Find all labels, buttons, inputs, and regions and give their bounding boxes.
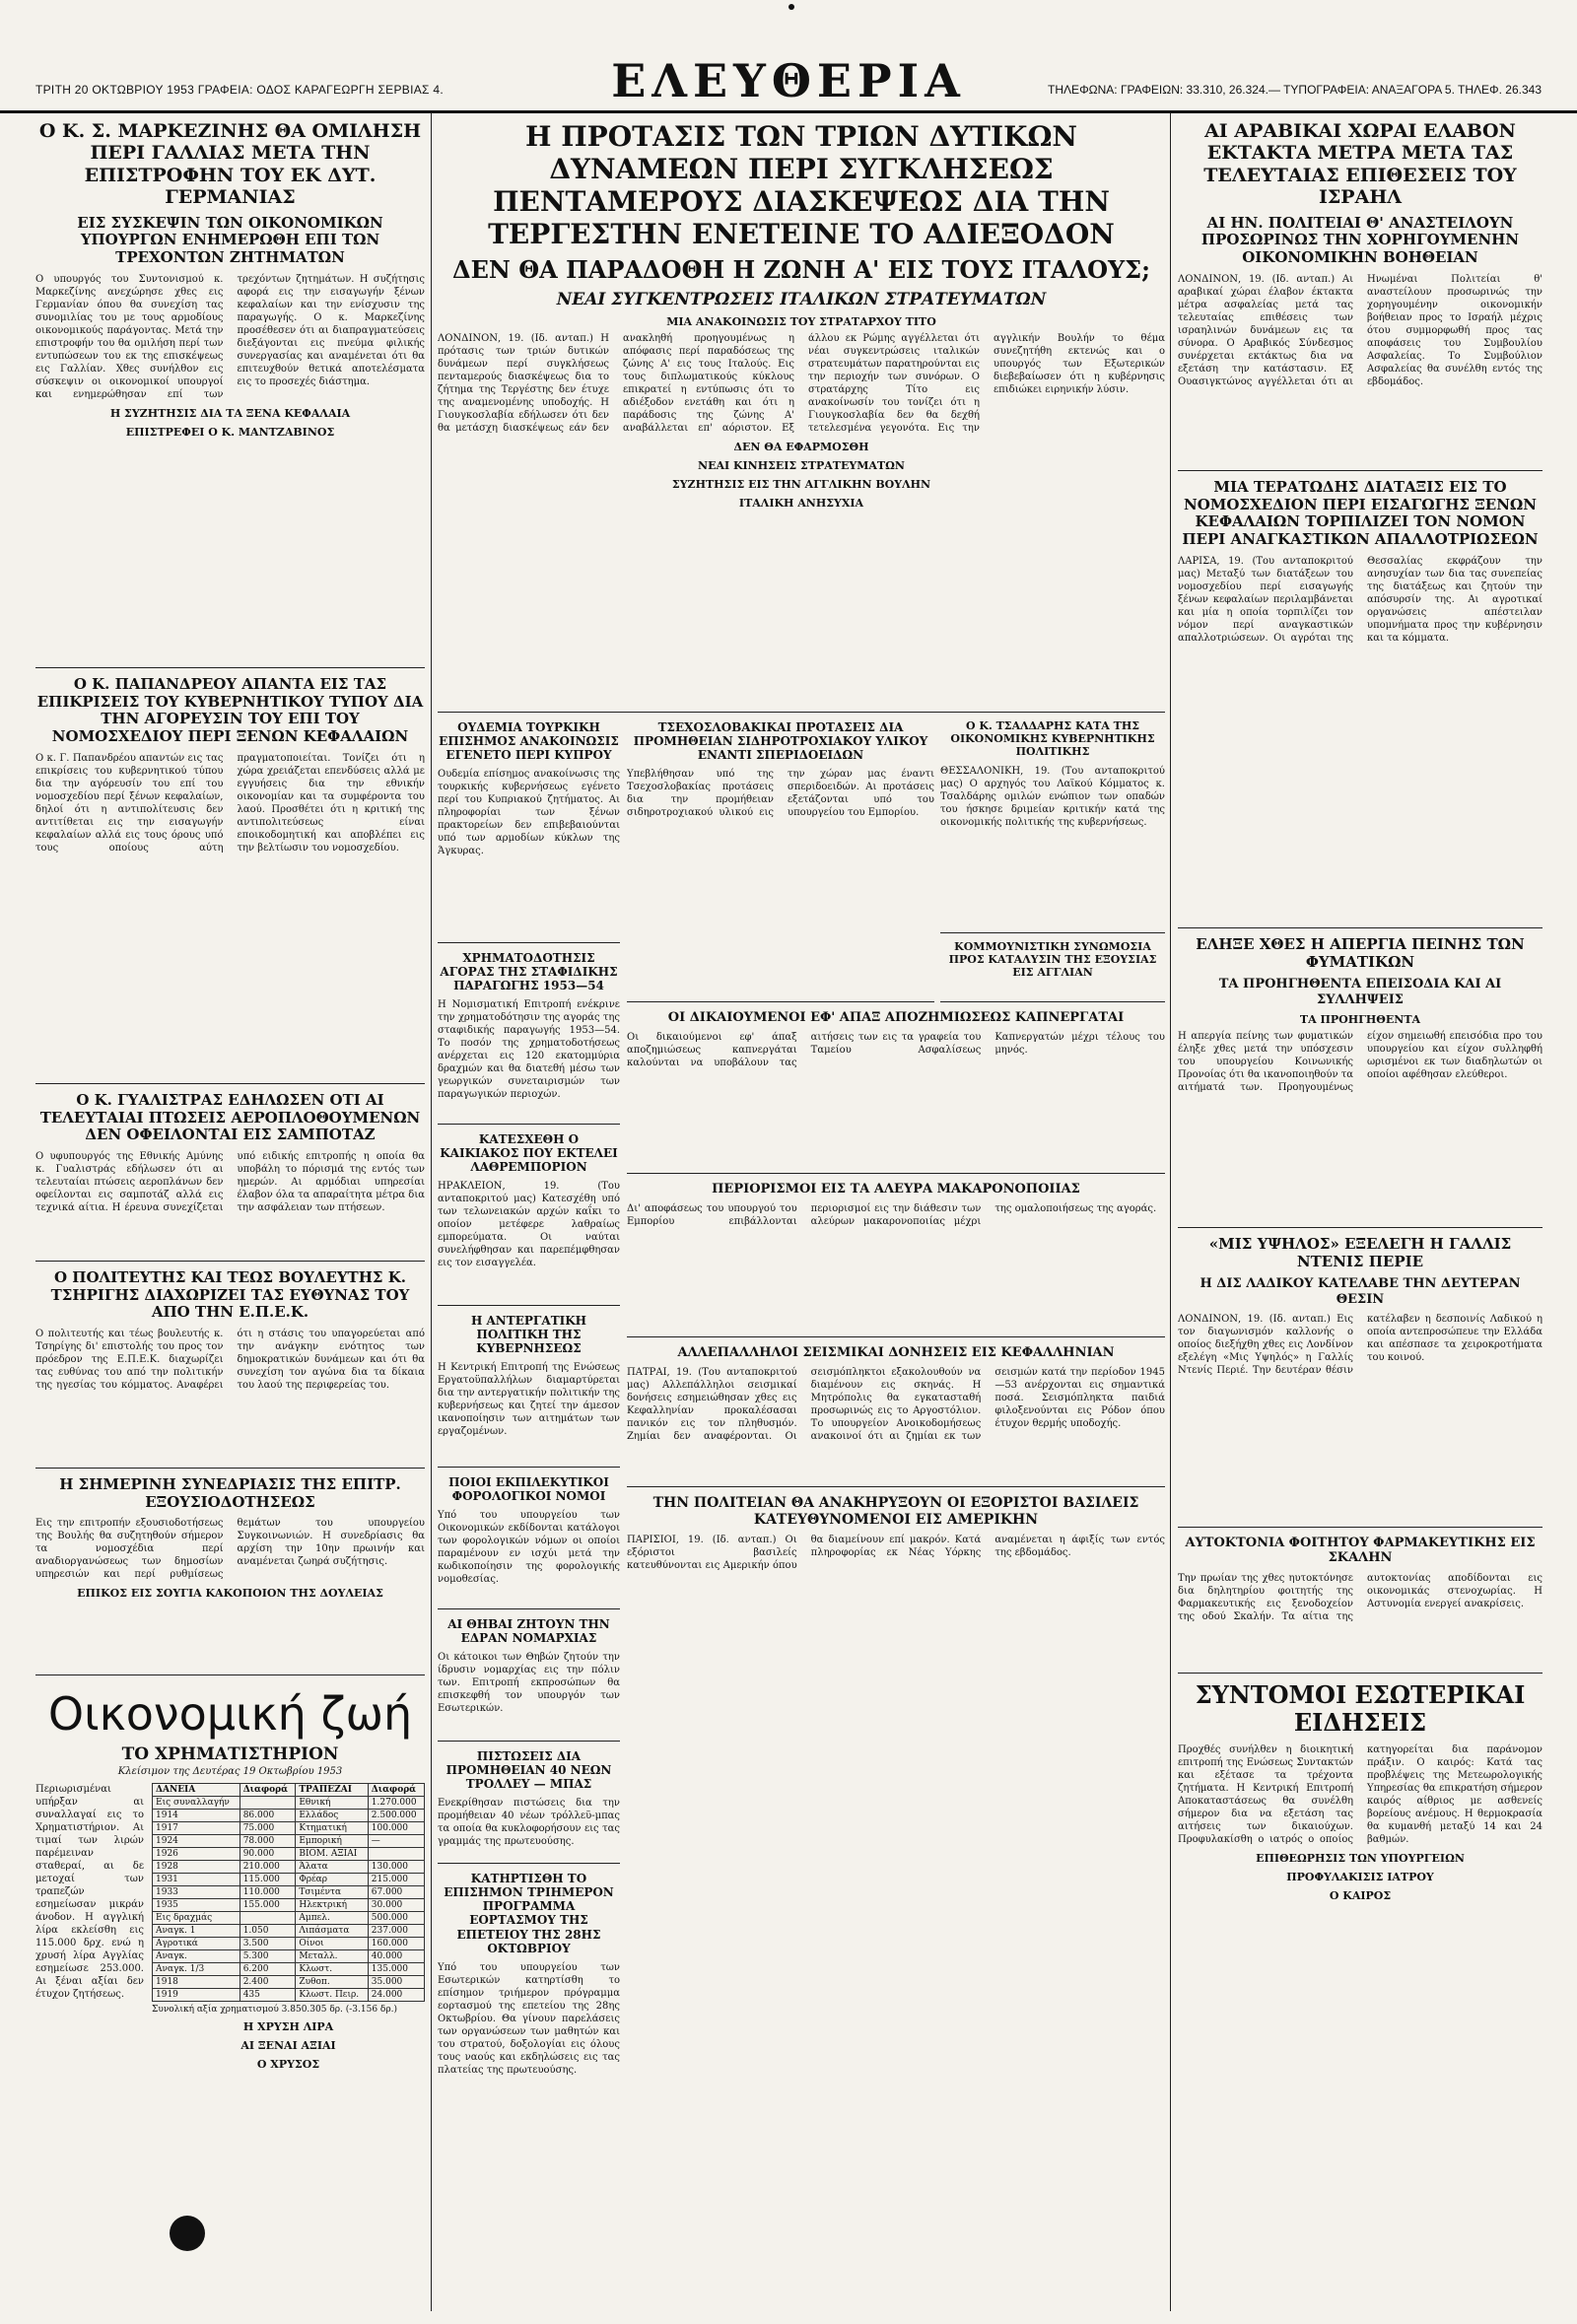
table-row — [153, 1797, 425, 1810]
table-cell: Άλατα — [296, 1861, 368, 1874]
table-cell: — — [368, 1835, 424, 1848]
headline: ΤΣΕΧΟΣΛΟΒΑΚΙΚΑΙ ΠΡΟΤΑΣΕΙΣ ΔΙΑ ΠΡΟΜΗΘΕΙΑΝ ΣΙΔΗΡΟΤΡΟΧΙΑΚΟΥ ΥΛΙΚΟΥ ΕΝΑΝΤΙ ΣΠΕΡΙΔΟΕΙΔΩΝ — [633, 720, 928, 763]
table-cell: 1919 — [153, 1989, 240, 2002]
table-cell: 24.000 — [368, 1989, 424, 2002]
table-cell: 1924 — [153, 1835, 240, 1848]
table-cell: Φρέαρ — [296, 1874, 368, 1886]
table-row — [153, 1989, 425, 2002]
headline: ΑΙ ΘΗΒΑΙ ΖΗΤΟΥΝ ΤΗΝ ΕΔΡΑΝ ΝΟΜΑΡΧΙΑΣ — [447, 1617, 610, 1646]
headline: ΣΥΝΤΟΜΟΙ ΕΣΩΤΕΡΙΚΑΙ ΕΙΔΗΣΕΙΣ — [1195, 1680, 1526, 1738]
article-tb-strike — [1178, 932, 1543, 1228]
article-usa-atomic — [438, 717, 620, 943]
kicker: ΕΠΙΣΤΡΕΦΕΙ Ο Κ. ΜΑΝΤΖΑΒΙΝΟΣ — [125, 425, 335, 439]
headline: ΠΟΙΟΙ ΕΚΠΙΛΕΚΥΤΙΚΟΙ ΦΟΡΟΛΟΓΙΚΟΙ ΝΟΜΟΙ — [448, 1475, 609, 1504]
article-body: ΠΑΤΡΑΙ, 19. (Του ανταποκριτού μας) Αλλεπάλληλοι σεισμικαί δονήσεις εσημειώθησαν χθες εις Κεφαλληνίαν προκαλέσασαι πανικόν εις τον πληθυσμόν. Ζημίαι δεν αναφέρονται. Οι σεισμόπληκτοι εξακολουθούν να διαμένουν εις σκηνάς. Η Μητρόπολις θα εγκατασταθή προσωρινώς εις το Αργοστόλιον. Το υπουργείον Ανοικοδομήσεως ανακοινοί ότι αι ζημίαι εκ των σεισμών κατά την περίοδον 1945—53 ανέρχονται εις σημαντικά ποσά. Σεισμόπληκτα παιδιά φιλοξενούνται εις Ρόδον όπου έτυχον θερμής υποδοχής. — [627, 1367, 1165, 1443]
article-arab — [1178, 116, 1543, 471]
subheadline: ΑΙ ΗΝ. ΠΟΛΙΤΕΙΑΙ Θ' ΑΝΑΣΤΕΙΛΟΥΝ ΠΡΟΣΩΡΙΝΩΣ ΤΗΝ ΧΟΡΗΓΟΥΜΕΝΗΝ ΟΙΚΟΝΟΜΙΚΗΝ ΒΟΗΘΕΙΑΝ — [1200, 213, 1520, 266]
article-body: Δι' αποφάσεως του υπουργού του Εμπορίου επιβάλλονται περιορισμοί εις την διάθεσιν των αλεύρων μακαρονοποιίας μέχρι της ομαλοποιήσεως της αγοράς. — [627, 1203, 1157, 1228]
kicker: ΑΙ ΞΕΝΑΙ ΑΞΙΑΙ — [240, 2039, 336, 2052]
table-cell: 1935 — [153, 1899, 240, 1912]
table-cell: 1914 — [153, 1810, 240, 1822]
kicker: ΤΑ ΠΡΟΗΓΗΘΕΝΤΑ — [1299, 1013, 1421, 1027]
col-header: Διαφορά — [240, 1784, 296, 1797]
table-cell: 6.200 — [240, 1963, 296, 1976]
article-body: ΛΟΝΔΙΝΟΝ, 19. (Ιδ. ανταπ.) Η πρότασις των τριών δυτικών δυνάμεων περί συγκλήσεως πενταμερούς διασκέψεως δια το ζήτημα της Τεργέστης δεν έτυχε της αναμενομένης υποδοχής. Η Γιουγκοσλαβία εδήλωσεν ότι δεν θα μετάσχη διασκέψεως εάν δεν ανακληθή προηγουμένως η απόφασις περί παραδόσεως της ζώνης Α' εις τους Ιταλούς. Εις τους διπλωματικούς κύκλους επικρατεί η εντύπωσις ότι το αδιέξοδον ενετάθη και ότι η παράδοσις της ζώνης Α' αναβάλλεται επ' αόριστον. Εξ άλλου εκ Ρώμης αγγέλλεται ότι νέαι συγκεντρώσεις ιταλικών στρατευμάτων παρατηρούνται εις την περιοχήν των συνόρων. Ο στρατάρχης Τίτο εις ανακοίνωσίν του τονίζει ότι η Γιουγκοσλαβία δεν θα δεχθή τετελεσμένα γεγονότα. Εις την αγγλικήν Βουλήν το θέμα συνεζητήθη εκτενώς και ο υπουργός των Εξωτερικών διεβεβαίωσεν ότι η κυβέρνησις επιδιώκει ειρηνικήν λύσιν. — [438, 333, 1165, 435]
market-total: Συνολική αξία χρηματισμού 3.850.305 δρ. (-3.156 δρ.) — [152, 2005, 398, 2015]
table-cell: Εις δραχμάς — [153, 1912, 240, 1925]
headline: ΚΑΤΕΣΧΕΘΗ Ο ΚΑΙΚΙΑΚΟΣ ΠΟΥ ΕΚΤΕΛΕΙ ΛΑΘΡΕΜΠΟΡΙΟΝ — [440, 1132, 618, 1175]
headline: ΟΥΔΕΜΙΑ ΤΟΥΡΚΙΚΗ ΕΠΙΣΗΜΟΣ ΑΝΑΚΟΙΝΩΣΙΣ ΕΓΕΝΕΤΟ ΠΕΡΙ ΚΥΠΡΟΥ — [439, 720, 619, 763]
article-student — [1178, 1532, 1543, 1674]
kicker: ΔΕΝ ΘΑ ΕΦΑΡΜΟΣΘΗ — [733, 441, 869, 454]
table-cell: 35.000 — [368, 1976, 424, 1989]
headline: Η ΠΡΟΤΑΣΙΣ ΤΩΝ ΤΡΙΩΝ ΔΥΤΙΚΩΝ ΔΥΝΑΜΕΩΝ ΠΕΡΙ ΣΥΓΚΛΗΣΕΩΣ ΠΕΝΤΑΜΕΡΟΥΣ ΔΙΑΣΚΕΨΕΩΣ ΔΙΑ ΤΗΝ ΤΕΡΓΕΣΤΗΝ ΕΝΕΤΕΙΝΕ ΤΟ ΑΔΙΕΞΟΔΟΝ — [488, 120, 1115, 251]
table-cell: 115.000 — [240, 1874, 296, 1886]
table-row — [153, 1963, 425, 1976]
headline: ΤΗΝ ΠΟΛΙΤΕΙΑΝ ΘΑ ΑΝΑΚΗΡΥΞΟΥΝ ΟΙ ΕΞΟΡΙΣΤΟΙ ΒΑΣΙΛΕΙΣ ΚΑΤΕΥΘΥΝΟΜΕΝΟΙ ΕΙΣ ΑΜΕΡΙΚΗΝ — [652, 1495, 1139, 1528]
kicker: ΠΡΟΦΥΛΑΚΙΣΙΣ ΙΑΤΡΟΥ — [1286, 1870, 1434, 1883]
table-row — [153, 1899, 425, 1912]
table-cell: 90.000 — [240, 1848, 296, 1861]
kicker: ΜΙΑ ΑΝΑΚΟΙΝΩΣΙΣ ΤΟΥ ΣΤΡΑΤΑΡΧΟΥ ΤΙΤΟ — [666, 315, 936, 329]
article-foreign-capital — [1178, 475, 1543, 928]
article-body: Ο πολιτευτής και τέως βουλευτής κ. Τσηρίγης δι' επιστολής του προς τον πρόεδρον της Ε.Π.Ε.Κ. διαχωρίζει τας ευθύνας του από την πολιτικήν της ηγεσίας του κόμματος. Αναφέρει ότι η στάσις του υπαγορεύεται από την ανάγκην ενότητος των δημοκρατικών δυνάμεων και ότι θα συνεχίση τον αγώνα δια τα δίκαια του λαού της περιφερείας του. — [35, 1329, 425, 1392]
table-cell: 435 — [240, 1989, 296, 2002]
table-row — [153, 1950, 425, 1963]
article-body: Η απεργία πείνης των φυματικών έληξε χθες μετά την υπόσχεσιν του υπουργείου Κοινωνικής Προνοίας ότι θα ικανοποιηθούν τα αιτήματά των. Προηγουμένως είχον σημειωθή επεισόδια προ του υπουργείου και είχον συλληφθή ωρισμένοι εκ των διαδηλωτών οι οποίοι αφέθησαν ελεύθεροι. — [1178, 1031, 1543, 1094]
article-body: Ουδεμία επίσημος ανακοίνωσις της τουρκικής κυβερνήσεως εγένετο περί του Κυπριακού ζητήματος. Αι πληροφορίαι των ξένων πρακτορείων δεν επιβεβαιούνται υπό των αρμοδίων κύκλων της Άγκυρας. — [438, 769, 620, 857]
table-row — [153, 1835, 425, 1848]
subheadline: Η ΔΙΣ ΛΑΔΙΚΟΥ ΚΑΤΕΛΑΒΕ ΤΗΝ ΔΕΥΤΕΡΑΝ ΘΕΣΙΝ — [1200, 1276, 1521, 1307]
article-markezinis — [35, 116, 425, 668]
table-row — [153, 1925, 425, 1938]
table-cell: 500.000 — [368, 1912, 424, 1925]
headline: Η ΑΝΤΕΡΓΑΤΙΚΗ ΠΟΛΙΤΙΚΗ ΤΗΣ ΚΥΒΕΡΝΗΣΕΩΣ — [470, 1314, 587, 1356]
table-cell: Λιπάσματα — [296, 1925, 368, 1938]
kicker: ΕΠΙΘΕΩΡΗΣΙΣ ΤΩΝ ΥΠΟΥΡΓΕΙΩΝ — [1256, 1851, 1465, 1865]
newspaper-title: ΕΛΕΥΘΕΡΙΑ — [611, 54, 966, 107]
table-cell: 40.000 — [368, 1950, 424, 1963]
table-cell: 30.000 — [368, 1899, 424, 1912]
table-cell: Αμπελ. — [296, 1912, 368, 1925]
market-table — [152, 1783, 425, 2002]
headline: «ΜΙΣ ΥΨΗΛΟΣ» ΕΞΕΛΕΓΗ Η ΓΑΛΛΙΣ ΝΤΕΝΙΣ ΠΕΡΙΕ — [1208, 1235, 1512, 1270]
article-body: Εις την επιτροπήν εξουσιοδοτήσεως της Βουλής θα συζητηθούν σήμερον τα νομοσχέδια περί αναδιοργανώσεως των δημοσίων υπηρεσιών και περί ρυθμίσεως θεμάτων του υπουργείου Συγκοινωνιών. Η συνεδρίασις θα αρχίση την 10ην πρωινήν και αναμένεται ζωηρά συζήτησις. — [35, 1518, 425, 1581]
table-cell: Κλωστ. — [296, 1963, 368, 1976]
headline: ΚΟΜΜΟΥΝΙΣΤΙΚΗ ΣΥΝΩΜΟΣΙΑ ΠΡΟΣ ΚΑΤΑΛΥΣΙΝ ΤΗΣ ΕΞΟΥΣΙΑΣ ΕΙΣ ΑΓΓΛΙΑΝ — [948, 940, 1157, 979]
article-papandreou — [35, 672, 425, 1084]
table-cell: Κτηματική — [296, 1822, 368, 1835]
table-cell: 155.000 — [240, 1899, 296, 1912]
table-cell: 1.270.000 — [368, 1797, 424, 1810]
article-body: Υπεβλήθησαν υπό της Τσεχοσλοβακίας προτάσεις δια την προμήθειαν σιδηροτροχιακού υλικού εις την χώραν μας έναντι σπεριδοειδών. Αι προτάσεις εξετάζονται υπό του υπουργείου του Εμπορίου. — [627, 769, 934, 819]
article-thebes — [438, 1745, 620, 1864]
article-body: ΛΑΡΙΣΑ, 19. (Του ανταποκριτού μας) Μεταξύ των διατάξεων του νομοσχεδίου περί εισαγωγής ξένων κεφαλαίων περιλαμβάνεται και μία η οποία τορπιλίζει τον νόμον περί αναγκαστικών απαλλοτριώσεων. Οι αγρόται της Θεσσαλίας εκφράζουν την ανησυχίαν των δια τας συνεπείας της διατάξεως και ζητούν την απόσυρσίν της. Αι αγροτικαί οργανώσεις απέστειλαν υπομνήματα προς την κυβέρνησιν και τα κόμματα. — [1178, 555, 1543, 644]
table-cell: Μεταλλ. — [296, 1950, 368, 1963]
kicker: ΙΤΑΛΙΚΗ ΑΝΗΣΥΧΙΑ — [738, 497, 864, 511]
subheadline: ΤΑ ΠΡΟΗΓΗΘΕΝΤΑ ΕΠΕΙΣΟΔΙΑ ΚΑΙ ΑΙ ΣΥΛΛΗΨΕΙΣ — [1218, 977, 1502, 1007]
table-cell: 160.000 — [368, 1938, 424, 1950]
table-cell: 237.000 — [368, 1925, 424, 1938]
table-cell: 1928 — [153, 1861, 240, 1874]
table-cell — [240, 1912, 296, 1925]
table-cell: Κλωστ. Πειρ. — [296, 1989, 368, 2002]
table-row — [153, 1886, 425, 1899]
article-trieste — [438, 116, 1165, 713]
table-cell — [240, 1797, 296, 1810]
table-cell: 86.000 — [240, 1810, 296, 1822]
article-body: Υπό του υπουργείου των Οικονομικών εκδίδονται κατάλογοι των φορολογικών νόμων οι οποίοι παραμένουν εν ισχύι μετά την κωδικοποίησιν της φορολογικής νομοθεσίας. — [438, 1510, 620, 1586]
market-date: Κλείσιμον της Δευτέρας 19 Οκτωβρίου 1953 — [117, 1766, 343, 1777]
article-body: Ο υφυπουργός της Εθνικής Αμύνης κ. Γυαλιστράς εδήλωσεν ότι αι τελευταίαι πτώσεις αεροπλάνων δεν οφείλονται εις σαμποτάζ αλλά εις τεχνικά αίτια. Η έρευνα συνεχίζεται υπό ειδικής επιτροπής η οποία θα υποβάλη το πόρισμά της εντός των ημερών. Αι αρμόδιαι υπηρεσίαι έλαβον όλα τα απαραίτητα μέτρα δια την ασφάλειαν των πτήσεων. — [35, 1151, 425, 1214]
table-cell: 130.000 — [368, 1861, 424, 1874]
table-cell: Οίνοι — [296, 1938, 368, 1950]
table-cell: ΒΙΟΜ. ΑΞΙΑΙ — [296, 1848, 368, 1861]
table-cell: Εμπορική — [296, 1835, 368, 1848]
kicker: Η ΧΡΥΣΗ ΛΙΡΑ — [242, 2020, 334, 2033]
article-body: Την πρωίαν της χθες ηυτοκτόνησε δια δηλητηρίου φοιτητής της Φαρμακευτικής εις ξενοδοχείον της οδού Σκαλήν. Τα αίτια της αυτοκτονίας αποδίδονται εις οικονομικάς στενοχωρίας. Η Αστυνομία ενεργεί ανακρίσεις. — [1178, 1572, 1543, 1622]
headline: ΕΛΗΞΕ ΧΘΕΣ Η ΑΠΕΡΓΙΑ ΠΕΙΝΗΣ ΤΩΝ ΦΥΜΑΤΙΚΩΝ — [1196, 935, 1525, 971]
headline: ΑΙ ΑΡΑΒΙΚΑΙ ΧΩΡΑΙ ΕΛΑΒΟΝ ΕΚΤΑΚΤΑ ΜΕΤΡΑ ΜΕΤΑ ΤΑΣ ΤΕΛΕΥΤΑΙΑΣ ΕΠΙΘΕΣΕΙΣ ΤΟΥ ΙΣΡΑΗΛ — [1203, 120, 1517, 209]
table-cell: 1.050 — [240, 1925, 296, 1938]
table-cell: 215.000 — [368, 1874, 424, 1886]
phone-line: ΤΗΛΕΦΩΝΑ: ΓΡΑΦΕΙΩΝ: 33.310, 26.324.— ΤΥΠΟΓΡΑΦΕΙΑ: ΑΝΑΞΑΓΟΡΑ 5. ΤΗΛΕΦ. 26.343 — [1048, 83, 1542, 97]
subheadline: ΔΕΝ ΘΑ ΠΑΡΑΔΟΘΗ Η ΖΩΝΗ Α' ΕΙΣ ΤΟΥΣ ΙΤΑΛΟΥΣ; — [452, 255, 1150, 285]
table-cell: 67.000 — [368, 1886, 424, 1899]
table-cell: Ζυθοπ. — [296, 1976, 368, 1989]
article-body: ΗΡΑΚΛΕΙΟΝ, 19. (Του ανταποκριτού μας) Κατεσχέθη υπό των τελωνειακών αρχών καΐκι το οποίον μετέφερε λαθραίως εμπορεύματα. Οι ναύται συνελήφθησαν και παρεπέμφθησαν εις τον εισαγγελέα. — [438, 1181, 620, 1269]
article-pasta-flour — [627, 1341, 1165, 1487]
table-cell: 5.300 — [240, 1950, 296, 1963]
table-cell: 1918 — [153, 1976, 240, 1989]
table-cell: Αναγκ. — [153, 1950, 240, 1963]
table-cell: Ηλεκτρική — [296, 1899, 368, 1912]
table-cell: Τσιμέντα — [296, 1886, 368, 1899]
col-header: Διαφορά — [368, 1784, 424, 1797]
article-tsirigis — [35, 1265, 425, 1469]
kicker: Η ΣΥΖΗΤΗΣΙΣ ΔΙΑ ΤΑ ΞΕΝΑ ΚΕΦΑΛΑΙΑ — [109, 406, 351, 420]
kicker: ΕΠΙΚΟΣ ΕΙΣ ΣΟΥΓΙΑ ΚΑΚΟΠΟΙΟΝ ΤΗΣ ΔΟΥΛΕΙΑΣ — [77, 1587, 383, 1601]
article-miss — [1178, 1232, 1543, 1528]
article-body: Οι δικαιούμενοι εφ' άπαξ αποζημιώσεως καπνεργάται καλούνται να υποβάλουν τας αιτήσεις των εις τα γραφεία του Ταμείου Ασφαλίσεως Καπνεργατών μέχρι τέλους του μηνός. — [627, 1032, 1165, 1069]
article-body: Η Νομισματική Επιτροπή ενέκρινε την χρηματοδότησιν της αγοράς της σταφιδικής παραγωγής 1953—54. Το ποσόν της χρηματοδοτήσεως ανέρχεται εις 120 εκατομμύρια δραχμών και θα διατεθή μέσω των γεωργικών συνεταιρισμών των παραγωγικών περιοχών. — [438, 999, 620, 1101]
table-cell — [368, 1848, 424, 1861]
headline: ΠΙΣΤΩΣΕΙΣ ΔΙΑ ΠΡΟΜΗΘΕΙΑΝ 40 ΝΕΩΝ ΤΡΟΛΛΕΥ — ΜΠΑΣ — [446, 1749, 612, 1792]
table-row — [153, 1822, 425, 1835]
headline: ΧΡΗΜΑΤΟΔΟΤΗΣΙΣ ΑΓΟΡΑΣ ΤΗΣ ΣΤΑΦΙΔΙΚΗΣ ΠΑΡΑΓΩΓΗΣ 1953—54 — [440, 951, 618, 993]
headline: ΑΛΛΕΠΑΛΛΗΛΟΙ ΣΕΙΣΜΙΚΑΙ ΔΟΝΗΣΕΙΣ ΕΙΣ ΚΕΦΑΛΛΗΝΙΑΝ — [677, 1345, 1115, 1360]
article-body: Υπό του υπουργείου των Εσωτερικών κατηρτίσθη το επίσημον τριήμερον πρόγραμμα εορτασμού της επετείου της 28ης Οκτωβρίου. Θα γίνουν παρελάσεις των οργανώσεων των μαθητών και του στρατού, δοξολογίαι εις όλους τους ναούς και εκδηλώσεις εις τας πλατείας της πρωτευούσης. — [438, 1961, 620, 2076]
headline: Η ΣΗΜΕΡΙΝΗ ΣΥΝΕΔΡΙΑΣΙΣ ΤΗΣ ΕΠΙΤΡ. ΕΞΟΥΣΙΟΔΟΤΗΣΕΩΣ — [59, 1475, 401, 1511]
article-tobacco-workers — [627, 1178, 1165, 1337]
table-row — [153, 1976, 425, 1989]
table-cell: 1917 — [153, 1822, 240, 1835]
ink-dot — [788, 4, 794, 10]
masthead — [0, 0, 1577, 113]
column-rule — [1170, 113, 1171, 2311]
article-body: Ενεκρίθησαν πιστώσεις δια την προμήθειαν 40 νέων τρόλλεϋ-μπας τα οποία θα κυκλοφορήσουν εις τας γραμμάς της πρωτευούσης. — [438, 1798, 620, 1848]
article-short-news — [1178, 1677, 1543, 2310]
article-synedriasis — [35, 1472, 425, 1675]
headline: ΚΑΤΗΡΤΙΣΘΗ ΤΟ ΕΠΙΣΗΜΟΝ ΤΡΙΗΜΕΡΟΝ ΠΡΟΓΡΑΜΜΑ ΕΟΡΤΑΣΜΟΥ ΤΗΣ ΕΠΕΤΕΙΟΥ ΤΗΣ 28ΗΣ ΟΚΤΩΒΡΙΟΥ — [444, 1872, 614, 1955]
table-cell: Εθνική — [296, 1797, 368, 1810]
article-body: Η Κεντρική Επιτροπή της Ενώσεως Εργατοϋπαλλήλων διαμαρτύρεται δια την αντεργατικήν πολιτικήν της κυβερνήσεως και ζητεί την άμεσον ικανοποίησιν των αιτημάτων των εργαζομένων. — [438, 1362, 620, 1438]
article-trolley — [438, 1868, 620, 2310]
table-cell: 110.000 — [240, 1886, 296, 1899]
table-cell: 1931 — [153, 1874, 240, 1886]
headline: Ο Κ. ΠΑΠΑΝΔΡΕΟΥ ΑΠΑΝΤΑ ΕΙΣ ΤΑΣ ΕΠΙΚΡΙΣΕΙΣ ΤΟΥ ΚΥΒΕΡΝΗΤΙΚΟΥ ΤΥΠΟΥ ΔΙΑ ΤΗΝ ΑΓΟΡΕΥΣΙΝ ΤΟΥ ΕΠΙ ΤΟΥ ΝΟΜΟΣΧΕΔΙΟΥ ΠΕΡΙ ΞΕΝΩΝ ΚΕΦΑΛΑΙΩΝ — [36, 675, 424, 746]
article-cyprus — [438, 947, 620, 1125]
article-body: Οι κάτοικοι των Θηβών ζητούν την ίδρυσιν νομαρχίας εις την πόλιν των. Επιτροπή εκπροσώπων θα επισκεφθή τον υπουργόν των Εσωτερικών. — [438, 1652, 620, 1715]
economy-title: Οικονομική ζωή — [47, 1687, 413, 1741]
table-row — [153, 1861, 425, 1874]
table-cell: Αναγκ. 1 — [153, 1925, 240, 1938]
table-cell: Αναγκ. 1/3 — [153, 1963, 240, 1976]
table-cell: 78.000 — [240, 1835, 296, 1848]
article-parade — [627, 717, 934, 1002]
table-row — [153, 1912, 425, 1925]
table-row — [153, 1874, 425, 1886]
headline: ΟΙ ΔΙΚΑΙΟΥΜΕΝΟΙ ΕΦ' ΑΠΑΞ ΑΠΟΖΗΜΙΩΣΕΩΣ ΚΑΠΝΕΡΓΑΤΑΙ — [667, 1010, 1125, 1025]
headline: Ο Κ. Σ. ΜΑΡΚΕΖΙΝΗΣ ΘΑ ΟΜΙΛΗΣΗ ΠΕΡΙ ΓΑΛΛΙΑΣ ΜΕΤΑ ΤΗΝ ΕΠΙΣΤΡΟΦΗΝ ΤΟΥ ΕΚ ΔΥΤ. ΓΕΡΜΑΝΙΑΣ — [38, 120, 422, 209]
article-antergatiki — [438, 1471, 620, 1609]
date-line: ΤΡΙΤΗ 20 ΟΚΤΩΒΡΙΟΥ 1953 ΓΡΑΦΕΙΑ: ΟΔΟΣ ΚΑΡΑΓΕΩΡΓΗ ΣΕΡΒΙΑΣ 4. — [35, 83, 444, 97]
table-cell: 1933 — [153, 1886, 240, 1899]
article-body: Ο υπουργός του Συντονισμού κ. Μαρκεζίνης ανεχώρησε χθες εις Γερμανίαν όπου θα συνεχίση τας συνομιλίας του με τους αρμοδίους οικονομικούς παράγοντας. Μετά την επιστροφήν του θα ομιλήση περί των εντυπώσεων του εκ της επισκέψεως εις Γαλλίαν. Χθες συνήλθον εις σύσκεψιν οι οικονομικοί υπουργοί και ενημερώθησαν επί των τρεχόντων ζητημάτων. Η συζήτησις αφορά εις την εισαγωγήν ξένων κεφαλαίων και την ενίσχυσιν της παραγωγής. Ο κ. Μαρκεζίνης προσέθεσεν ότι αι διαπραγματεύσεις διεξάγονται εις πνεύμα φιλικής συνεργασίας και αναμένεται ότι θα επιτευχθούν θετικά αποτελέσματα εις το προσεχές διάστημα. — [35, 273, 425, 400]
article-seismic — [627, 1491, 1165, 2310]
table-cell: 2.500.000 — [368, 1810, 424, 1822]
article-gyalistras — [35, 1088, 425, 1262]
article-body: ΘΕΣΣΑΛΟΝΙΚΗ, 19. (Του ανταποκριτού μας) Ο αρχηγός του Λαϊκού Κόμματος κ. Τσαλδάρης ομιλών ενώπιον των οπαδών του ήσκησε δριμείαν κριτικήν κατά της οικονομικής πολιτικής της κυβερνήσεως. — [940, 765, 1165, 828]
table-row — [153, 1938, 425, 1950]
article-raisins — [438, 1128, 620, 1306]
table-cell: 210.000 — [240, 1861, 296, 1874]
table-cell: Ελλάδος — [296, 1810, 368, 1822]
table-cell: 1926 — [153, 1848, 240, 1861]
strap-headline: ΝΕΑΙ ΣΥΓΚΕΝΤΡΩΣΕΙΣ ΙΤΑΛΙΚΩΝ ΣΤΡΑΤΕΥΜΑΤΩΝ — [556, 290, 1047, 310]
article-tsaldaris — [940, 937, 1165, 1002]
article-smuggling — [438, 1310, 620, 1468]
market-title: ΤΟ ΧΡΗΜΑΤΙΣΤΗΡΙΟΝ — [121, 1744, 339, 1764]
article-body: Ο κ. Γ. Παπανδρέου απαντών εις τας επικρίσεις του κυβερνητικού τύπου δια την αγόρευσίν του επί του νομοσχεδίου περί ξένων κεφαλαίων, δηλοί ότι η αντιπολίτευσις δεν αντιτίθεται εις την εισαγωγήν κεφαλαίων αλλά εις τους όρους υπό τους οποίους αύτη πραγματοποιείται. Τονίζει ότι η χώρα χρειάζεται επενδύσεις αλλά με εγγυήσεις δια την εθνικήν οικονομίαν και τα συμφέροντα του λαού. Προσθέτει ότι η κριτική της αντιπολιτεύσεως είναι εποικοδομητική και αποβλέπει εις την βελτίωσιν του νομοσχεδίου. — [35, 752, 425, 854]
article-body: Προχθές συνήλθεν η διοικητική επιτροπή της Ενώσεως Συντακτών και εξέτασε τα τρέχοντα ζητήματα. Η Κεντρική Επιτροπή Αποκαταστάσεως θα συνέλθη σήμερον δια να εξετάση τας αιτήσεις των δικαιούχων. Προφυλακίσθη ο ιατρός ο οποίος κατηγορείται δια παράνομον πράξιν. Ο καιρός: Κατά τας προβλέψεις της Μετεωρολογικής Υπηρεσίας θα επικρατήση σήμερον καιρός αίθριος με ασθενείς βορείους ανέμους. Η θερμοκρασία θα κυμανθή μεταξύ 14 και 24 βαθμών. — [1178, 1743, 1543, 1845]
table-cell: 3.500 — [240, 1938, 296, 1950]
headline: Ο Κ. ΓΥΑΛΙΣΤΡΑΣ ΕΔΗΛΩΣΕΝ ΟΤΙ ΑΙ ΤΕΛΕΥΤΑΙΑΙ ΠΤΩΣΕΙΣ ΑΕΡΟΠΛΟΘΟΥΜΕΝΩΝ ΔΕΝ ΟΦΕΙΛΟΝΤΑΙ ΕΙΣ ΣΑΜΠΟΤΑΖ — [39, 1091, 421, 1144]
headline: Ο Κ. ΤΣΑΛΔΑΡΗΣ ΚΑΤΑ ΤΗΣ ΟΙΚΟΝΟΜΙΚΗΣ ΚΥΒΕΡΝΗΤΙΚΗΣ ΠΟΛΙΤΙΚΗΣ — [950, 719, 1155, 758]
table-cell: 75.000 — [240, 1822, 296, 1835]
table-cell: Αγροτικά — [153, 1938, 240, 1950]
headline: ΠΕΡΙΟΡΙΣΜΟΙ ΕΙΣ ΤΑ ΑΛΕΥΡΑ ΜΑΚΑΡΟΝΟΠΟΙΙΑΣ — [712, 1182, 1080, 1196]
subheadline: ΕΙΣ ΣΥΣΚΕΨΙΝ ΤΩΝ ΟΙΚΟΝΟΜΙΚΩΝ ΥΠΟΥΡΓΩΝ ΕΝΗΜΕΡΩΘΗ ΕΠΙ ΤΩΝ ΤΡΕΧΟΝΤΩΝ ΖΗΤΗΜΑΤΩΝ — [77, 213, 383, 266]
kicker: ΝΕΑΙ ΚΙΝΗΣΕΙΣ ΣΤΡΑΤΕΥΜΑΤΩΝ — [698, 459, 905, 473]
headline: ΑΥΤΟΚΤΟΝΙΑ ΦΟΙΤΗΤΟΥ ΦΑΡΜΑΚΕΥΤΙΚΗΣ ΕΙΣ ΣΚΑΛΗΝ — [1185, 1536, 1536, 1566]
table-cell: 2.400 — [240, 1976, 296, 1989]
kicker: ΣΥΖΗΤΗΣΙΣ ΕΙΣ ΤΗΝ ΑΓΓΛΙΚΗΝ ΒΟΥΛΗΝ — [671, 478, 931, 492]
economy-section — [35, 1679, 425, 2310]
headline: ΜΙΑ ΤΕΡΑΤΩΔΗΣ ΔΙΑΤΑΞΙΣ ΕΙΣ ΤΟ ΝΟΜΟΣΧΕΔΙΟΝ ΠΕΡΙ ΕΙΣΑΓΩΓΗΣ ΞΕΝΩΝ ΚΕΦΑΛΑΙΩΝ ΤΟΡΠΙΛΙΖΕΙ ΤΟΝ ΝΟΜΟΝ ΠΕΡΙ ΑΝΑΓΚΑΣΤΙΚΩΝ ΑΠΑΛΛΟΤΡΙΩΣΕΩΝ — [1182, 478, 1539, 549]
article-exiled-kings — [940, 717, 1165, 933]
table-row — [153, 1848, 425, 1861]
article-body: ΠΑΡΙΣΙΟΙ, 19. (Ιδ. ανταπ.) Οι εξόριστοι βασιλείς κατευθύνονται εις Αμερικήν όπου θα διαμείνουν επί μακρόν. Κατά πληροφορίας εκ Νέας Υόρκης αναμένεται η άφιξίς των εντός της εβδομάδος. — [627, 1535, 1165, 1572]
table-row — [153, 1810, 425, 1822]
article-body: ΛΟΝΔΙΝΟΝ, 19. (Ιδ. ανταπ.) Αι αραβικαί χώραι έλαβον έκτακτα μέτρα ασφαλείας μετά τας τελευταίας επιθέσεις των ισραηλινών δυνάμεων εις τα σύνορα. Ο Αραβικός Σύνδεσμος συνέρχεται εκτάκτως δια να εξετάση την κατάστασιν. Εξ Ουασιγκτώνος αγγέλλεται ότι αι Ηνωμέναι Πολιτείαι θ' αναστείλουν προσωρινώς την χορηγουμένην οικονομικήν βοήθειαν προς το Ισραήλ μέχρις ότου συμμορφωθή προς τας αποφάσεις του Συμβουλίου Ασφαλείας. Το Συμβούλιον Ασφαλείας θα συνέλθη εντός της εβδομάδος. — [1178, 273, 1543, 387]
table-cell: 100.000 — [368, 1822, 424, 1835]
kicker: Ο ΚΑΙΡΟΣ — [1329, 1888, 1392, 1902]
col-header: ΤΡΑΠΕΖΑΙ — [296, 1784, 368, 1797]
column-rule — [431, 113, 432, 2311]
table-cell: Εις συναλλαγήν — [153, 1797, 240, 1810]
article-body: ΛΟΝΔΙΝΟΝ, 19. (Ιδ. ανταπ.) Εις τον διαγωνισμόν καλλονής ο οποίος διεξήχθη χθες εις Λονδίνον εξελέγη «Μις Υψηλός» η Γαλλίς Ντενίς Περιέ. Την δευτέραν θέσιν κατέλαβεν η δεσποινίς Λαδικού η οποία αντεπροσώπευε την Ελλάδα και απέσπασε τα χειροκροτήματα του κοινού. — [1178, 1314, 1543, 1377]
kicker: Ο ΧΡΥΣΟΣ — [256, 2058, 320, 2071]
ink-blot — [170, 2216, 205, 2251]
headline: Ο ΠΟΛΙΤΕΥΤΗΣ ΚΑΙ ΤΕΩΣ ΒΟΥΛΕΥΤΗΣ Κ. ΤΣΗΡΙΓΗΣ ΔΙΑΧΩΡΙΖΕΙ ΤΑΣ ΕΥΘΥΝΑΣ ΤΟΥ ΑΠΟ ΤΗΝ Ε.Π.Ε.Κ. — [50, 1268, 410, 1322]
article-czech — [627, 1006, 1165, 1174]
economy-intro: Περιωρισμέναι υπήρξαν αι συναλλαγαί εις το Χρηματιστήριον. Αι τιμαί των λιρών παρέμειναν σταθεραί, αι δε μετοχαί των τραπεζών εσημείωσαν μικράν άνοδον. Η αγγλική λίρα εκλείσθη εις 115.000 δρχ. ενώ η χρυσή λίρα Αγγλίας εσημείωσε 253.000. Αι ξέναι αξίαι δεν έτυχον ζητήσεως. — [35, 1784, 144, 2000]
table-cell: 135.000 — [368, 1963, 424, 1976]
article-tax-laws — [438, 1613, 620, 1742]
col-header: ΔΑΝΕΙΑ — [153, 1784, 240, 1797]
